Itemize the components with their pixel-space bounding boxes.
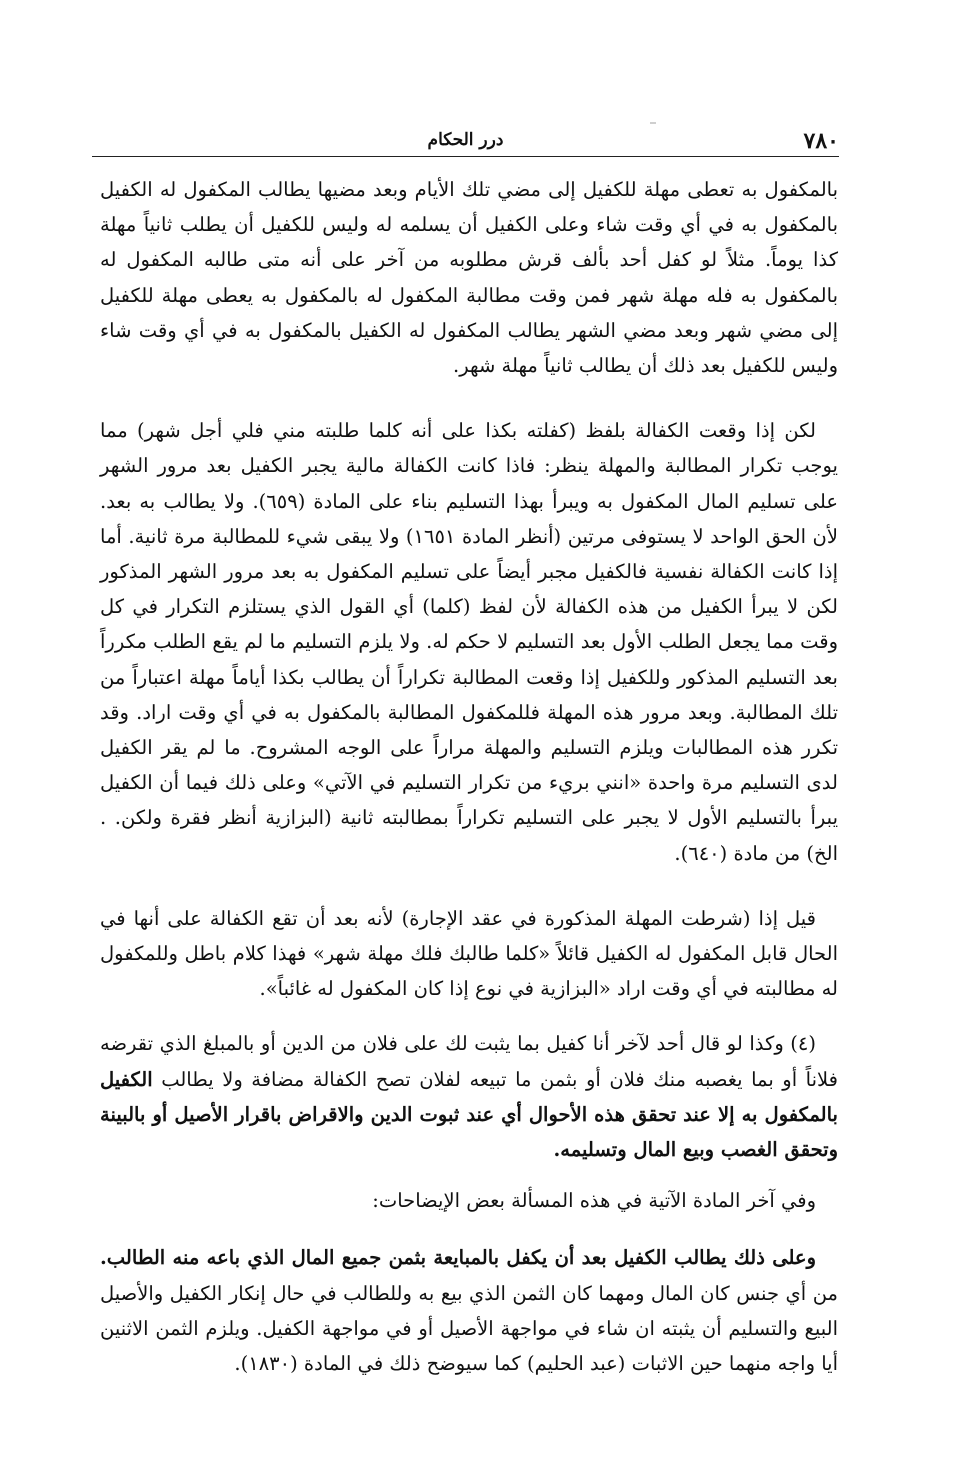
page-header (92, 120, 839, 160)
paragraph-2: لكن إذا وقعت الكفالة بلفظ (كفلته بكذا على أنه كلما طلبته مني فلي أجل شهر) مما يوجب تكرار المطالبة والمهلة ينظر: فاذا كانت الكفالة مالية يجبر الكفيل بعد مرور الشهر على تسليم المال المكفول به ويبرأ بهذا التسليم بناء على المادة (٦٥٩). ولا يطالب به بعد. لأن الحق الواحد لا يستوفى مرتين (أنظر المادة ١٦٥١) ولا يبقى شيء للمطالبة مرة ثانية. أما إذا كانت الكفالة نفسية فالكفيل مجبر أيضاً على تسليم المكفول به بعد مرور الشهر المذكور لكن لا يبرأ الكفيل من هذه الكفالة لأن لفظ (كلما) أي القول الذي يستلزم التكرار في كل وقت مما يجعل الطلب الأول بعد التسليم لا حكم له. ولا يلزم التسليم ما لم يقع الطلب مكرراً بعد التسليم المذكور وللكفيل إذا وقعت المطالبة تكراراً أن يطالب بكذا أياماً مهلة اعتباراً من تلك المطالبة. وبعد مرور هذه المهلة فللمكفول المطالبة بالمكفول به في أي وقت اراد. وقد تكرر هذه المطالبات ويلزم التسليم والمهلة مراراً على الوجه المشروح. ما لم يقر الكفيل لدى التسليم مرة واحدة «انني بريء من تكرار التسليم في الآتي» وعلى ذلك فيما أن الكفيل يبرأ بالتسليم الأول لا يجبر على التسليم تكراراً بمطالبته ثانية (البزازية أنظر فقرة ولكن. . الخ) من مادة (٦٤٠). (100, 419, 838, 865)
paragraph-4-regular: (٤) وكذا لو قال أحد لآخر أنا كفيل بما يثبت لك على فلان من الدين أو بالمبلغ الذي تقرضه فلاناً أو بما يغصبه منك فلان أو بثمن ما تبيعه لفلان تصح الكفالة مضافة ولا يطالب (100, 1032, 838, 1091)
paragraph-4-bold: الكفيل بالمكفول به إلا عند تحقق هذه الأحوال أي عند ثبوت الدين والاقراض باقرار الأصيل أو بالبينة وتحقق الغصب وبيع المال وتسليمه. (100, 1067, 838, 1162)
paragraph-3: قيل إذا (شرطت المهلة المذكورة في عقد الإجارة) لأنه بعد أن تقع الكفالة على أنها في الحال قابل المكفول له الكفيل قائلاً «كلما طالبك فلك مهلة شهر» فهذا كلام باطل وللمكفول له مطالبته في أي وقت اراد «البزازية في نوع إذا كان المكفول له غائباً». (100, 906, 838, 1001)
body-text (100, 172, 838, 1381)
page-number: ٧٨٠ (803, 128, 839, 154)
paragraph-6-bold: وعلى ذلك يطالب الكفيل بعد أن يكفل بالمبايعة بثمن جميع المال الذي باعه منه الطالب. (100, 1246, 816, 1270)
paragraph-6 (100, 1240, 838, 1381)
paragraph-6-regular: من أي جنس كان المال ومهما كان الثمن الذي بيع به وللطالب في حال إنكار الكفيل والأصيل البيع والتسليم أن يثبته ان شاء في مواجهة الأصيل أو في مواجهة الكفيل. ويلزم الثمن الاثنين أيا واجه منهما حين الاثبات (عبد الحليم) كما سيوضح ذلك في المادة (١٨٣٠). (100, 1281, 838, 1376)
running-title: درر الحكام (427, 130, 504, 150)
header-divider (92, 156, 839, 157)
paragraph-5: وفي آخر المادة الآتية في هذه المسألة بعض الإيضاحات: (372, 1189, 816, 1213)
paragraph-1: بالمكفول به تعطى مهلة للكفيل إلى مضي تلك الأيام وبعد مضيها يطالب المكفول له الكفيل بالمكفول به في أي وقت شاء وعلى الكفيل أن يسلمه له وليس للكفيل أن يطلب ثانياً مهلة كذا يوماً. مثلاً لو كفل أحد بألف قرش مطلوبه من آخر على أنه متى طالبه المكفول له بالمكفول به فله مهلة شهر فمن وقت مطالبة المكفول له بالمكفول به يعطى مهلة للكفيل إلى مضي شهر وبعد مضي الشهر يطالب المكفول له الكفيل بالمكفول به في أي وقت شاء وليس للكفيل بعد ذلك أن يطالب ثانياً مهلة شهر. (100, 178, 838, 378)
paragraph-4 (100, 1026, 838, 1167)
